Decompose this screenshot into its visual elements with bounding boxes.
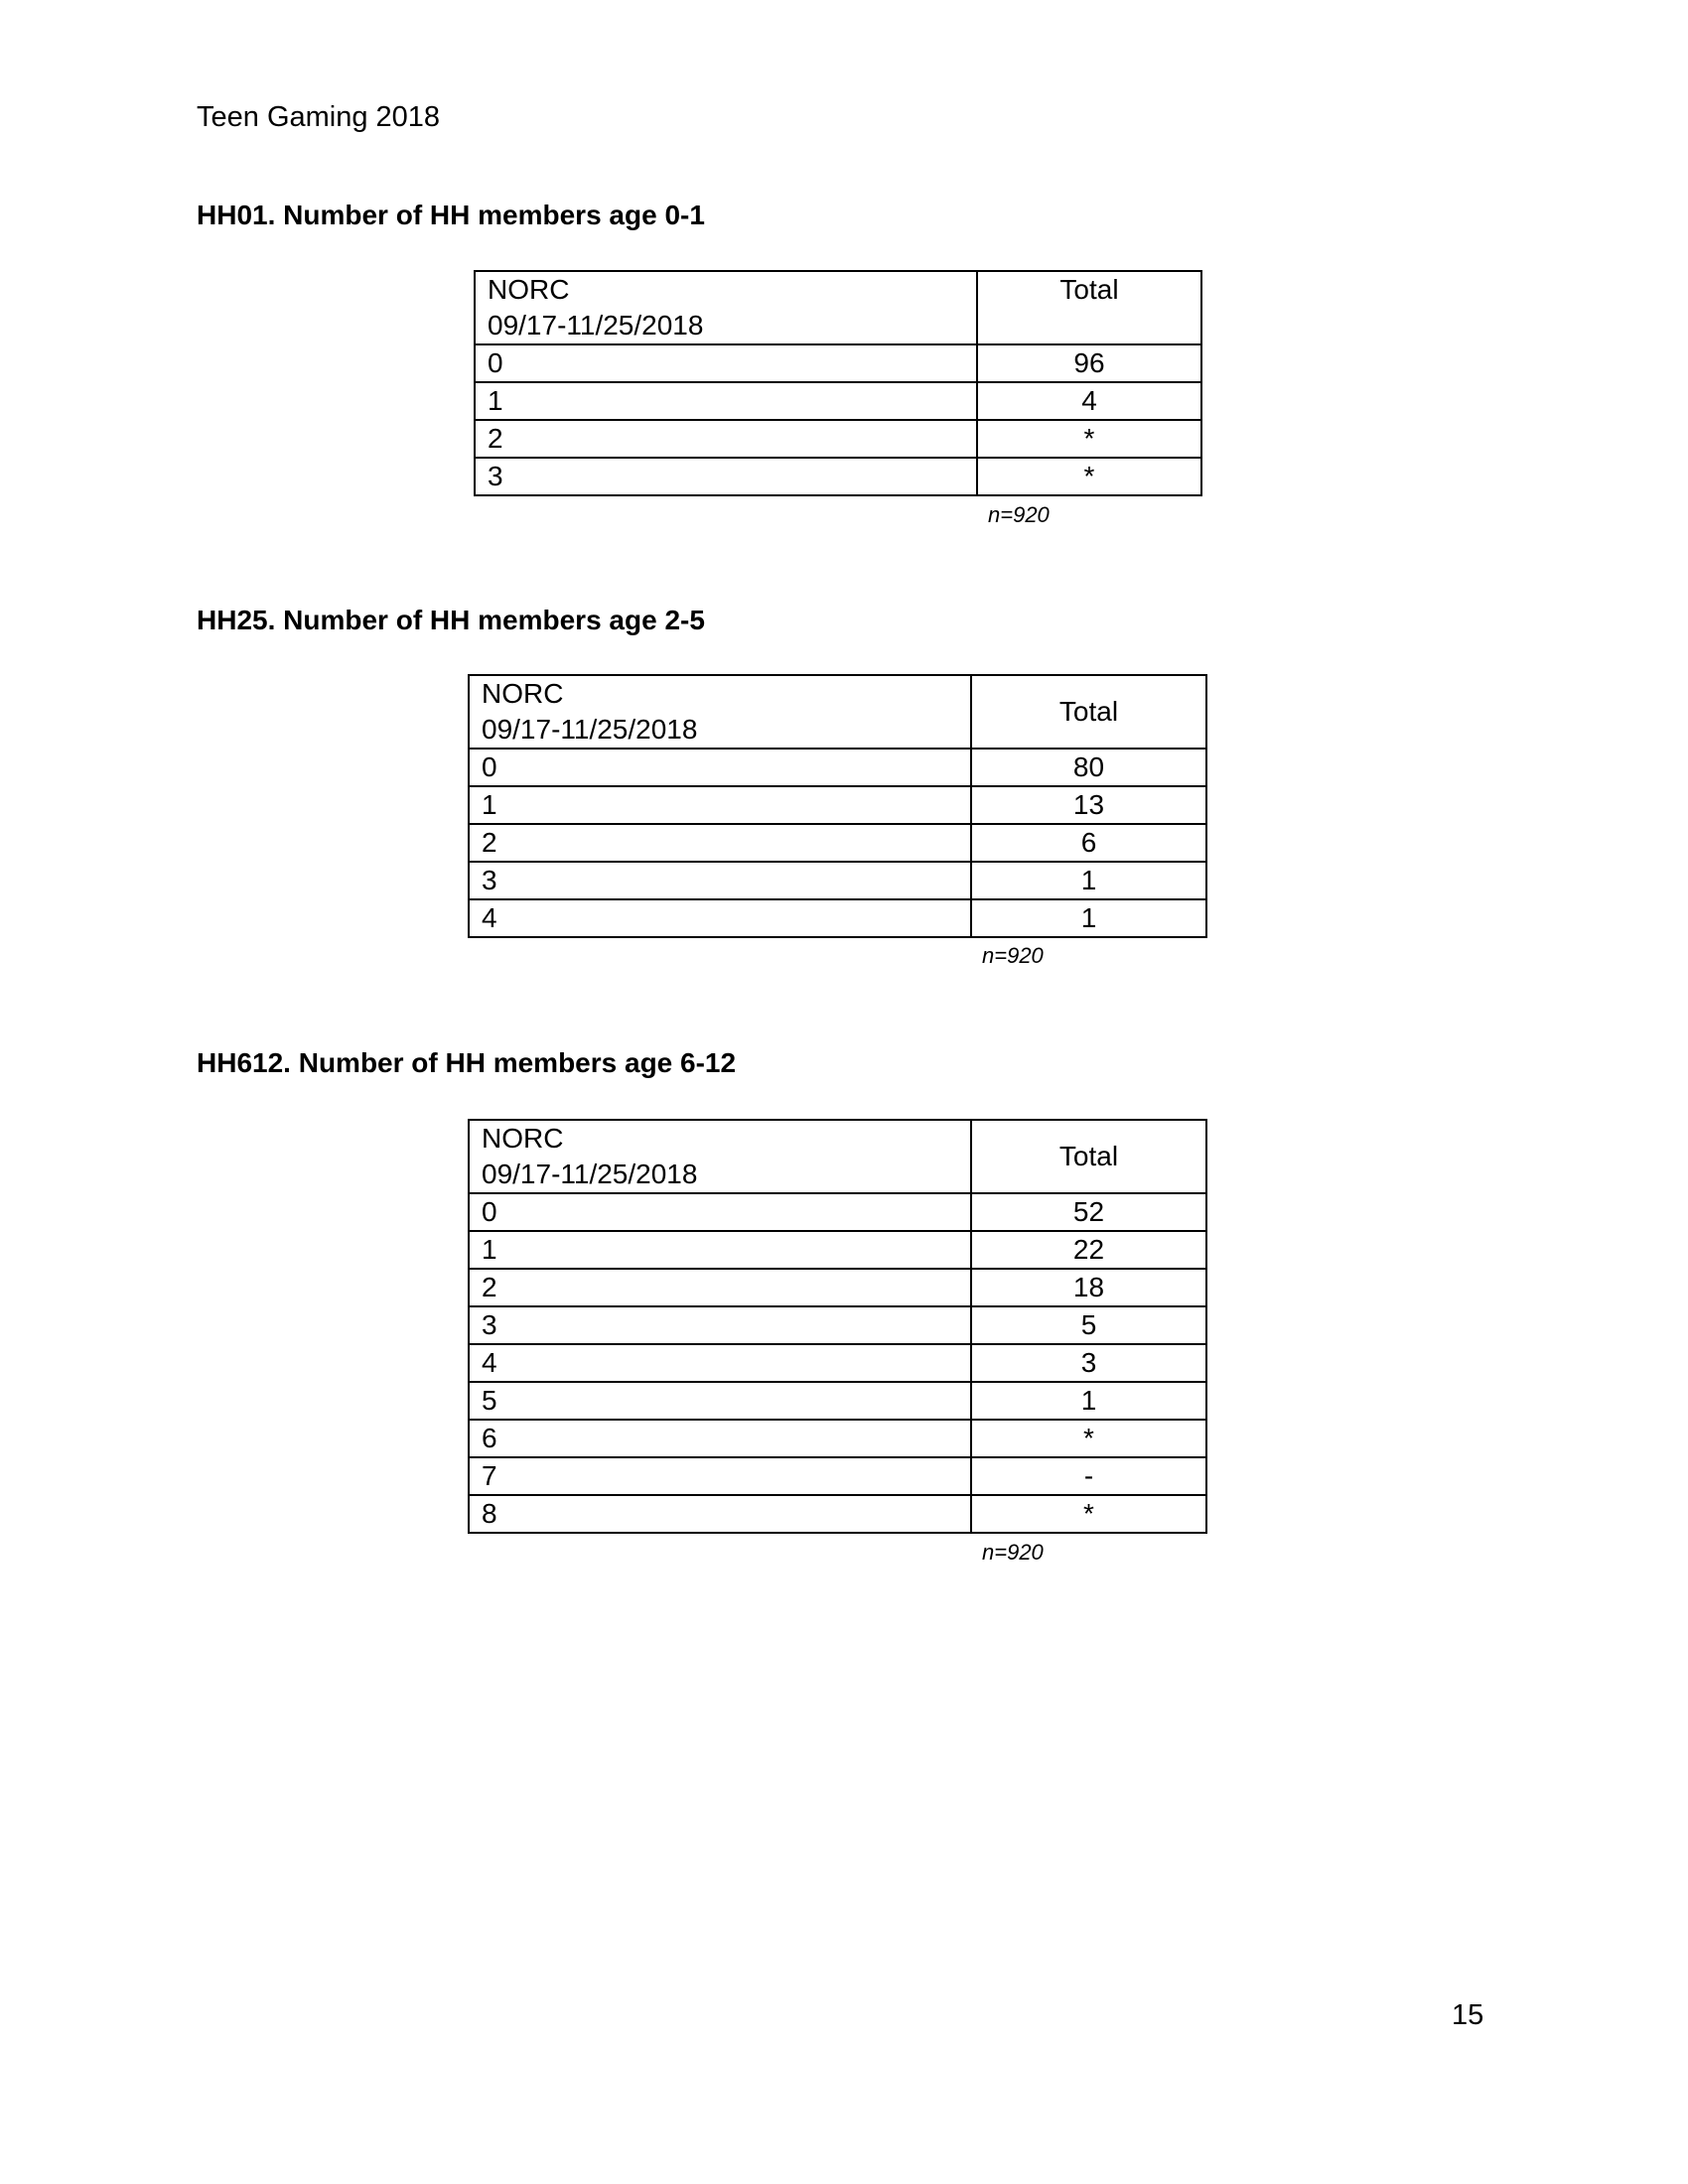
- table-row: [469, 1495, 1206, 1533]
- row-label: 1: [475, 382, 977, 420]
- section-title-hh612: HH612. Number of HH members age 6-12: [197, 1047, 737, 1078]
- table-hh01: [474, 270, 1202, 496]
- table-row: [469, 1306, 1206, 1344]
- table-row: [475, 458, 1201, 495]
- table-row: [469, 749, 1206, 786]
- page-number: 15: [1452, 1999, 1484, 2031]
- row-label: 3: [469, 1306, 971, 1344]
- row-value: 4: [977, 382, 1201, 420]
- row-value: 1: [971, 862, 1206, 899]
- row-label: 8: [469, 1495, 971, 1533]
- row-value: 1: [971, 899, 1206, 937]
- sample-size-note: n=920: [988, 502, 1050, 527]
- row-label: 4: [469, 899, 971, 937]
- running-header: Teen Gaming 2018: [197, 101, 441, 133]
- row-value: *: [977, 420, 1201, 458]
- header-org: NORC: [482, 1123, 564, 1154]
- table-header-row: [469, 1120, 1206, 1193]
- row-value: 96: [977, 344, 1201, 382]
- table-header-row: [475, 271, 1201, 344]
- header-label-cell: [469, 675, 971, 749]
- table-row: [469, 1382, 1206, 1420]
- table-row: [469, 824, 1206, 862]
- sample-size-note: n=920: [982, 1540, 1044, 1565]
- row-label: 4: [469, 1344, 971, 1382]
- row-label: 2: [469, 824, 971, 862]
- header-org: NORC: [482, 678, 564, 709]
- section-title-hh01: HH01. Number of HH members age 0-1: [197, 200, 705, 230]
- row-value: *: [971, 1420, 1206, 1457]
- table-row: [469, 862, 1206, 899]
- table-hh25: [468, 674, 1207, 938]
- row-value: *: [977, 458, 1201, 495]
- row-value: -: [971, 1457, 1206, 1495]
- table-row: [469, 1420, 1206, 1457]
- row-value: 52: [971, 1193, 1206, 1231]
- header-total: Total: [971, 675, 1206, 749]
- table-hh612: [468, 1119, 1207, 1534]
- row-value: 5: [971, 1306, 1206, 1344]
- table-row: [475, 420, 1201, 458]
- header-dates: 09/17-11/25/2018: [482, 1159, 698, 1189]
- row-value: *: [971, 1495, 1206, 1533]
- row-label: 5: [469, 1382, 971, 1420]
- header-label-cell: [469, 1120, 971, 1193]
- row-value: 1: [971, 1382, 1206, 1420]
- row-value: 22: [971, 1231, 1206, 1269]
- header-org: NORC: [488, 274, 570, 305]
- table-row: [475, 382, 1201, 420]
- header-dates: 09/17-11/25/2018: [482, 714, 698, 745]
- header-dates: 09/17-11/25/2018: [488, 310, 704, 341]
- header-label-cell: [475, 271, 977, 344]
- header-total: Total: [971, 1120, 1206, 1193]
- table-header-row: [469, 675, 1206, 749]
- row-label: 2: [469, 1269, 971, 1306]
- row-label: 0: [469, 749, 971, 786]
- section-title-hh25: HH25. Number of HH members age 2-5: [197, 605, 705, 635]
- row-value: 13: [971, 786, 1206, 824]
- header-total: Total: [977, 271, 1201, 344]
- row-label: 1: [469, 786, 971, 824]
- row-label: 6: [469, 1420, 971, 1457]
- row-label: 3: [475, 458, 977, 495]
- table-row: [469, 1231, 1206, 1269]
- table-row: [469, 1344, 1206, 1382]
- row-value: 80: [971, 749, 1206, 786]
- row-value: 6: [971, 824, 1206, 862]
- row-label: 7: [469, 1457, 971, 1495]
- table-row: [469, 1269, 1206, 1306]
- row-label: 3: [469, 862, 971, 899]
- sample-size-note: n=920: [982, 943, 1044, 968]
- table-row: [469, 786, 1206, 824]
- row-value: 18: [971, 1269, 1206, 1306]
- row-label: 2: [475, 420, 977, 458]
- row-value: 3: [971, 1344, 1206, 1382]
- table-row: [475, 344, 1201, 382]
- row-label: 1: [469, 1231, 971, 1269]
- table-row: [469, 899, 1206, 937]
- table-row: [469, 1193, 1206, 1231]
- table-row: [469, 1457, 1206, 1495]
- row-label: 0: [469, 1193, 971, 1231]
- row-label: 0: [475, 344, 977, 382]
